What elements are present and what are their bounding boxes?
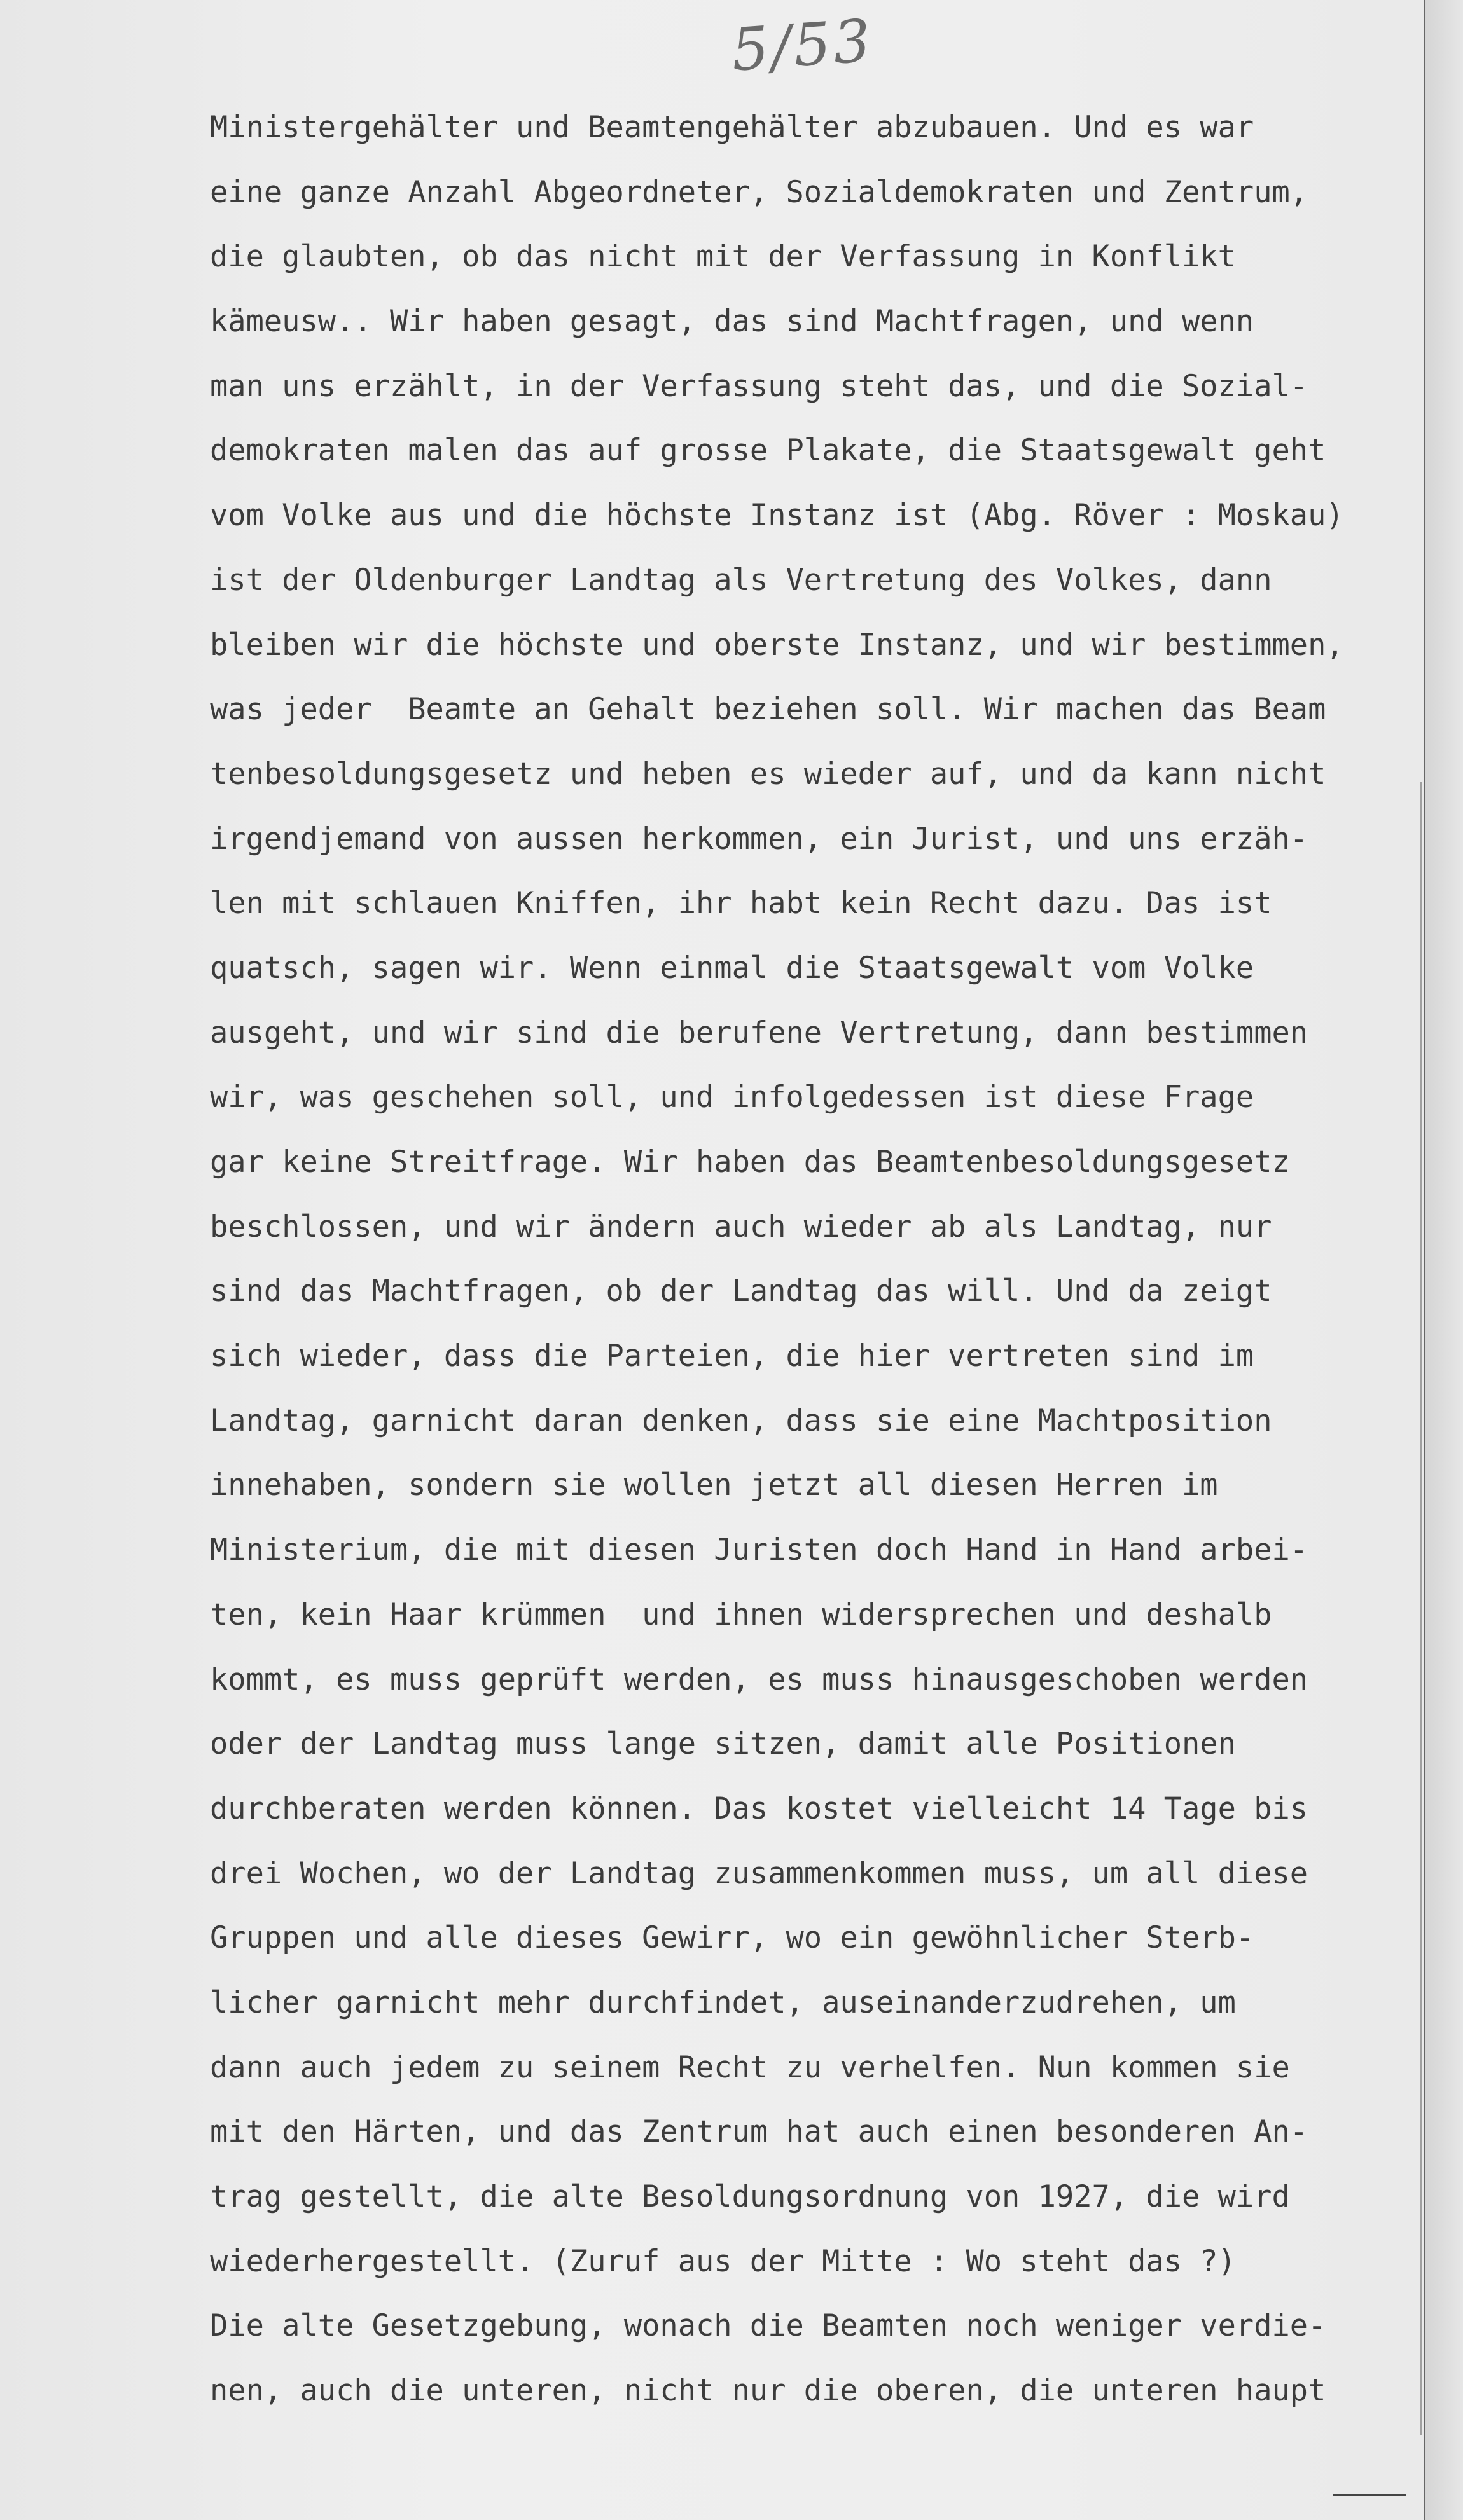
text-line: Ministerium, die mit diesen Juristen doch Hand in Hand arbei- (210, 1532, 1308, 1568)
text-line: Landtag, garnicht daran denken, dass sie eine Machtposition (210, 1403, 1272, 1438)
text-line: demokraten malen das auf grosse Plakate, die Staatsgewalt geht (210, 433, 1326, 469)
text-line: mit den Härten, und das Zentrum hat auch einen besonderen An- (210, 2114, 1308, 2150)
page-number: 5/53 (729, 6, 876, 85)
text-line: dann auch jedem zu seinem Recht zu verhelfen. Nun kommen sie (210, 2049, 1290, 2085)
text-line: sich wieder, dass die Parteien, die hier vertreten sind im (210, 1339, 1254, 1374)
text-line: trag gestellt, die alte Besoldungsordnung von 1927, die wird (210, 2179, 1290, 2214)
text-line: gar keine Streitfrage. Wir haben das Beamtenbesoldungsgesetz (210, 1145, 1290, 1180)
text-line: ist der Oldenburger Landtag als Vertretung des Volkes, dann (210, 562, 1272, 598)
text-line: ausgeht, und wir sind die berufene Vertretung, dann bestimmen (210, 1015, 1308, 1050)
text-line: Ministergehälter und Beamtengehälter abzubauen. Und es war (210, 110, 1254, 145)
text-line: ten, kein Haar krümmen und ihnen widersprechen und deshalb (210, 1597, 1272, 1632)
text-line: Die alte Gesetzgebung, wonach die Beamten noch weniger verdie- (210, 2308, 1326, 2344)
text-line: drei Wochen, wo der Landtag zusammenkommen muss, um all diese (210, 1856, 1308, 1891)
text-line: kämeusw.. Wir haben gesagt, das sind Machtfragen, und wenn (210, 304, 1254, 340)
text-line: len mit schlauen Kniffen, ihr habt kein Recht dazu. Das ist (210, 886, 1272, 921)
text-line: die glaubten, ob das nicht mit der Verfassung in Konflikt (210, 239, 1236, 275)
typed-text-body (210, 95, 1418, 2423)
text-line: quatsch, sagen wir. Wenn einmal die Staatsgewalt vom Volke (210, 950, 1254, 986)
text-line: licher garnicht mehr durchfindet, auseinanderzudrehen, um (210, 1985, 1236, 2020)
text-line: vom Volke aus und die höchste Instanz ist (Abg. Röver : Moskau) (210, 498, 1344, 534)
page-edge-shadow (1425, 0, 1463, 2520)
text-line: bleiben wir die höchste und oberste Instanz, und wir bestimmen, (210, 627, 1344, 663)
text-line: beschlossen, und wir ändern auch wieder ab als Landtag, nur (210, 1209, 1272, 1244)
margin-bracket (1420, 782, 1422, 2435)
text-line: oder der Landtag muss lange sitzen, damit alle Positionen (210, 1726, 1236, 1762)
text-line: nen, auch die unteren, nicht nur die oberen, die unteren haupt (210, 2373, 1326, 2409)
text-line: irgendjemand von aussen herkommen, ein Jurist, und uns erzäh- (210, 821, 1308, 857)
text-line: innehaben, sondern sie wollen jetzt all diesen Herren im (210, 1468, 1218, 1503)
text-line: durchberaten werden können. Das kostet vielleicht 14 Tage bis (210, 1791, 1308, 1826)
bottom-rule (1333, 2494, 1406, 2496)
text-line: man uns erzählt, in der Verfassung steht das, und die Sozial- (210, 368, 1308, 404)
text-line: tenbesoldungsgesetz und heben es wieder auf, und da kann nicht (210, 756, 1326, 792)
page-edge-line (1424, 0, 1425, 2520)
text-line: sind das Machtfragen, ob der Landtag das will. Und da zeigt (210, 1274, 1272, 1309)
text-line: wiederhergestellt. (Zuruf aus der Mitte : Wo steht das ?) (210, 2243, 1236, 2279)
text-line: was jeder Beamte an Gehalt beziehen soll. Wir machen das Beam (210, 692, 1326, 727)
text-line: Gruppen und alle dieses Gewirr, wo ein gewöhnlicher Sterb- (210, 1920, 1254, 1956)
text-line: eine ganze Anzahl Abgeordneter, Sozialdemokraten und Zentrum, (210, 174, 1308, 210)
text-line: kommt, es muss geprüft werden, es muss hinausgeschoben werden (210, 1662, 1308, 1697)
text-line: wir, was geschehen soll, und infolgedessen ist diese Frage (210, 1080, 1254, 1115)
